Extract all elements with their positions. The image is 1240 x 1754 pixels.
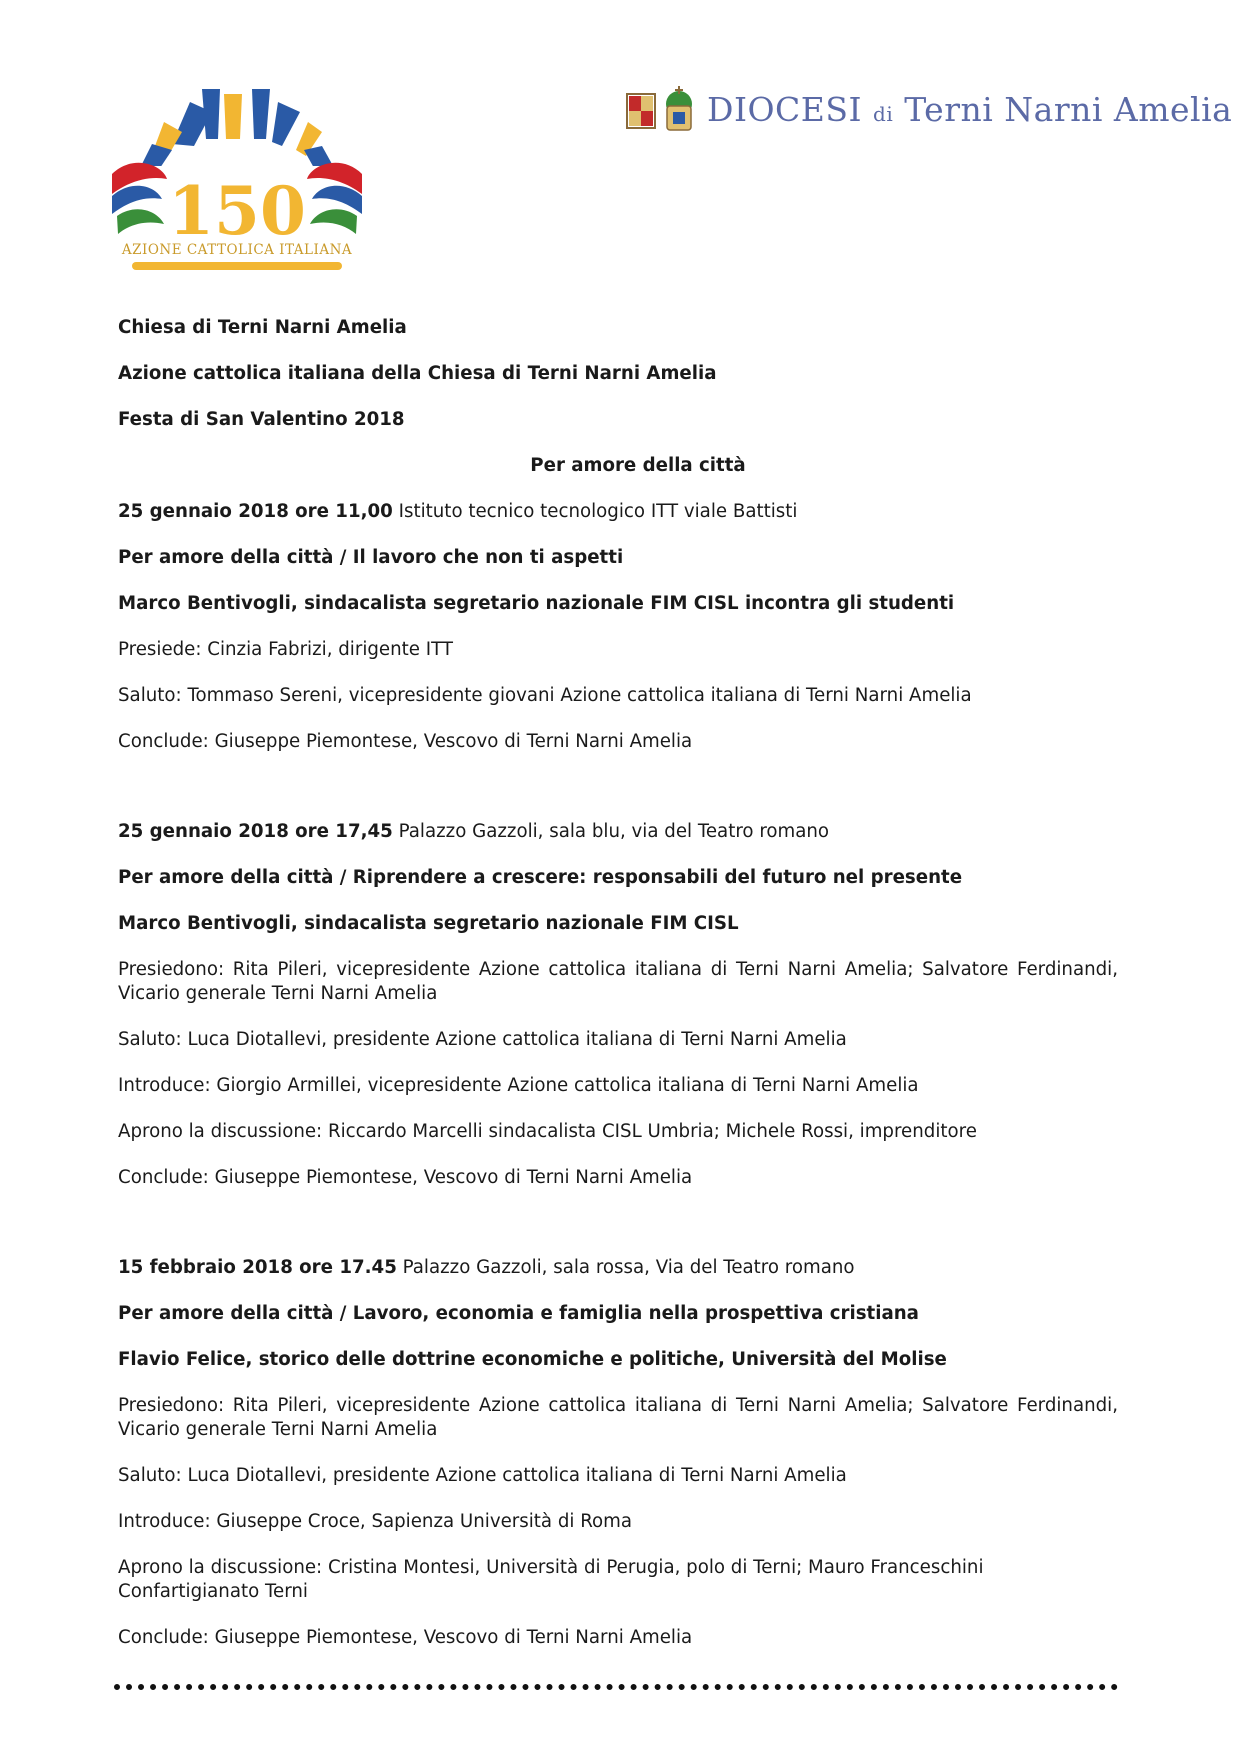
- logo-number: 150: [168, 172, 306, 250]
- event-detail: Presiedono: Rita Pileri, vicepresidente Azione cattolica italiana di Terni Narni Amelia; Salvatore Ferdinandi, Vicario generale Terni Narni Amelia: [118, 959, 1118, 1004]
- event-detail: Introduce: Giorgio Armillei, vicepresidente Azione cattolica italiana di Terni Narni Amelia: [118, 1075, 919, 1096]
- document-body: [118, 316, 1118, 1672]
- brand-di: di: [873, 102, 894, 126]
- event-detail: Aprono la discussione: Cristina Montesi, Università di Perugia, polo di Terni; Mauro Franceschini Confartigianato Terni: [118, 1557, 984, 1602]
- event-date: 15 febbraio 2018 ore 17.45: [118, 1257, 397, 1278]
- event-detail: Saluto: Luca Diotallevi, presidente Azione cattolica italiana di Terni Narni Amelia: [118, 1465, 847, 1486]
- event-datetime-line: [118, 1256, 1118, 1280]
- event-block: [118, 1256, 1118, 1650]
- event-datetime-line: [118, 500, 1118, 524]
- header-line-1: Chiesa di Terni Narni Amelia: [118, 317, 407, 338]
- brand-place: Terni Narni Amelia: [904, 90, 1233, 129]
- event-detail: Introduce: Giuseppe Croce, Sapienza Università di Roma: [118, 1511, 633, 1532]
- event-detail: Presiede: Cinzia Fabrizi, dirigente ITT: [118, 639, 454, 660]
- event-speaker: Marco Bentivogli, sindacalista segretario nazionale FIM CISL incontra gli studenti: [118, 593, 955, 614]
- event-detail: Aprono la discussione: Riccardo Marcelli sindacalista CISL Umbria; Michele Rossi, imprenditore: [118, 1121, 977, 1142]
- event-block: [118, 820, 1118, 1190]
- spacer: [118, 1212, 1118, 1256]
- diocesi-logo: [625, 84, 1233, 144]
- event-detail: Conclude: Giuseppe Piemontese, Vescovo di Terni Narni Amelia: [118, 731, 693, 752]
- event-block: [118, 500, 1118, 754]
- azione-cattolica-150-logo: [112, 84, 362, 274]
- event-subtitle: Per amore della città / Riprendere a crescere: responsabili del futuro nel presente: [118, 867, 963, 888]
- event-place: Palazzo Gazzoli, sala blu, via del Teatro romano: [392, 821, 830, 842]
- event-detail: Saluto: Tommaso Sereni, vicepresidente giovani Azione cattolica italiana di Terni Narni Amelia: [118, 685, 972, 706]
- event-date: 25 gennaio 2018 ore 17,45: [118, 821, 393, 842]
- event-subtitle: Per amore della città / Lavoro, economia e famiglia nella prospettiva cristiana: [118, 1303, 919, 1324]
- brand-diocesi: DIOCESI: [707, 90, 863, 129]
- dotted-divider: [114, 1684, 1118, 1690]
- coat-of-arms-icon: [625, 84, 705, 140]
- header-line-2: Azione cattolica italiana della Chiesa di Terni Narni Amelia: [118, 363, 717, 384]
- event-datetime-line: [118, 820, 1118, 844]
- spacer: [118, 776, 1118, 820]
- event-speaker: Flavio Felice, storico delle dottrine economiche e politiche, Università del Molise: [118, 1349, 947, 1370]
- event-detail: Presiedono: Rita Pileri, vicepresidente Azione cattolica italiana di Terni Narni Amelia; Salvatore Ferdinandi, Vicario generale Terni Narni Amelia: [118, 1395, 1118, 1440]
- event-detail: Saluto: Luca Diotallevi, presidente Azione cattolica italiana di Terni Narni Amelia: [118, 1029, 847, 1050]
- event-detail: Conclude: Giuseppe Piemontese, Vescovo di Terni Narni Amelia: [118, 1627, 693, 1648]
- logo-graphic: [112, 84, 362, 274]
- page-title: Per amore della città: [530, 455, 746, 476]
- event-date: 25 gennaio 2018 ore 11,00: [118, 501, 393, 522]
- event-place: Palazzo Gazzoli, sala rossa, Via del Teatro romano: [396, 1257, 855, 1278]
- event-speaker: Marco Bentivogli, sindacalista segretario nazionale FIM CISL: [118, 913, 739, 934]
- diocesi-brand-text: [707, 90, 1232, 129]
- event-subtitle: Per amore della città / Il lavoro che non ti aspetti: [118, 547, 624, 568]
- event-place: Istituto tecnico tecnologico ITT viale Battisti: [392, 501, 798, 522]
- logo-caption: AZIONE CATTOLICA ITALIANA: [121, 242, 353, 258]
- header-line-3: Festa di San Valentino 2018: [118, 409, 405, 430]
- event-detail: Conclude: Giuseppe Piemontese, Vescovo di Terni Narni Amelia: [118, 1167, 693, 1188]
